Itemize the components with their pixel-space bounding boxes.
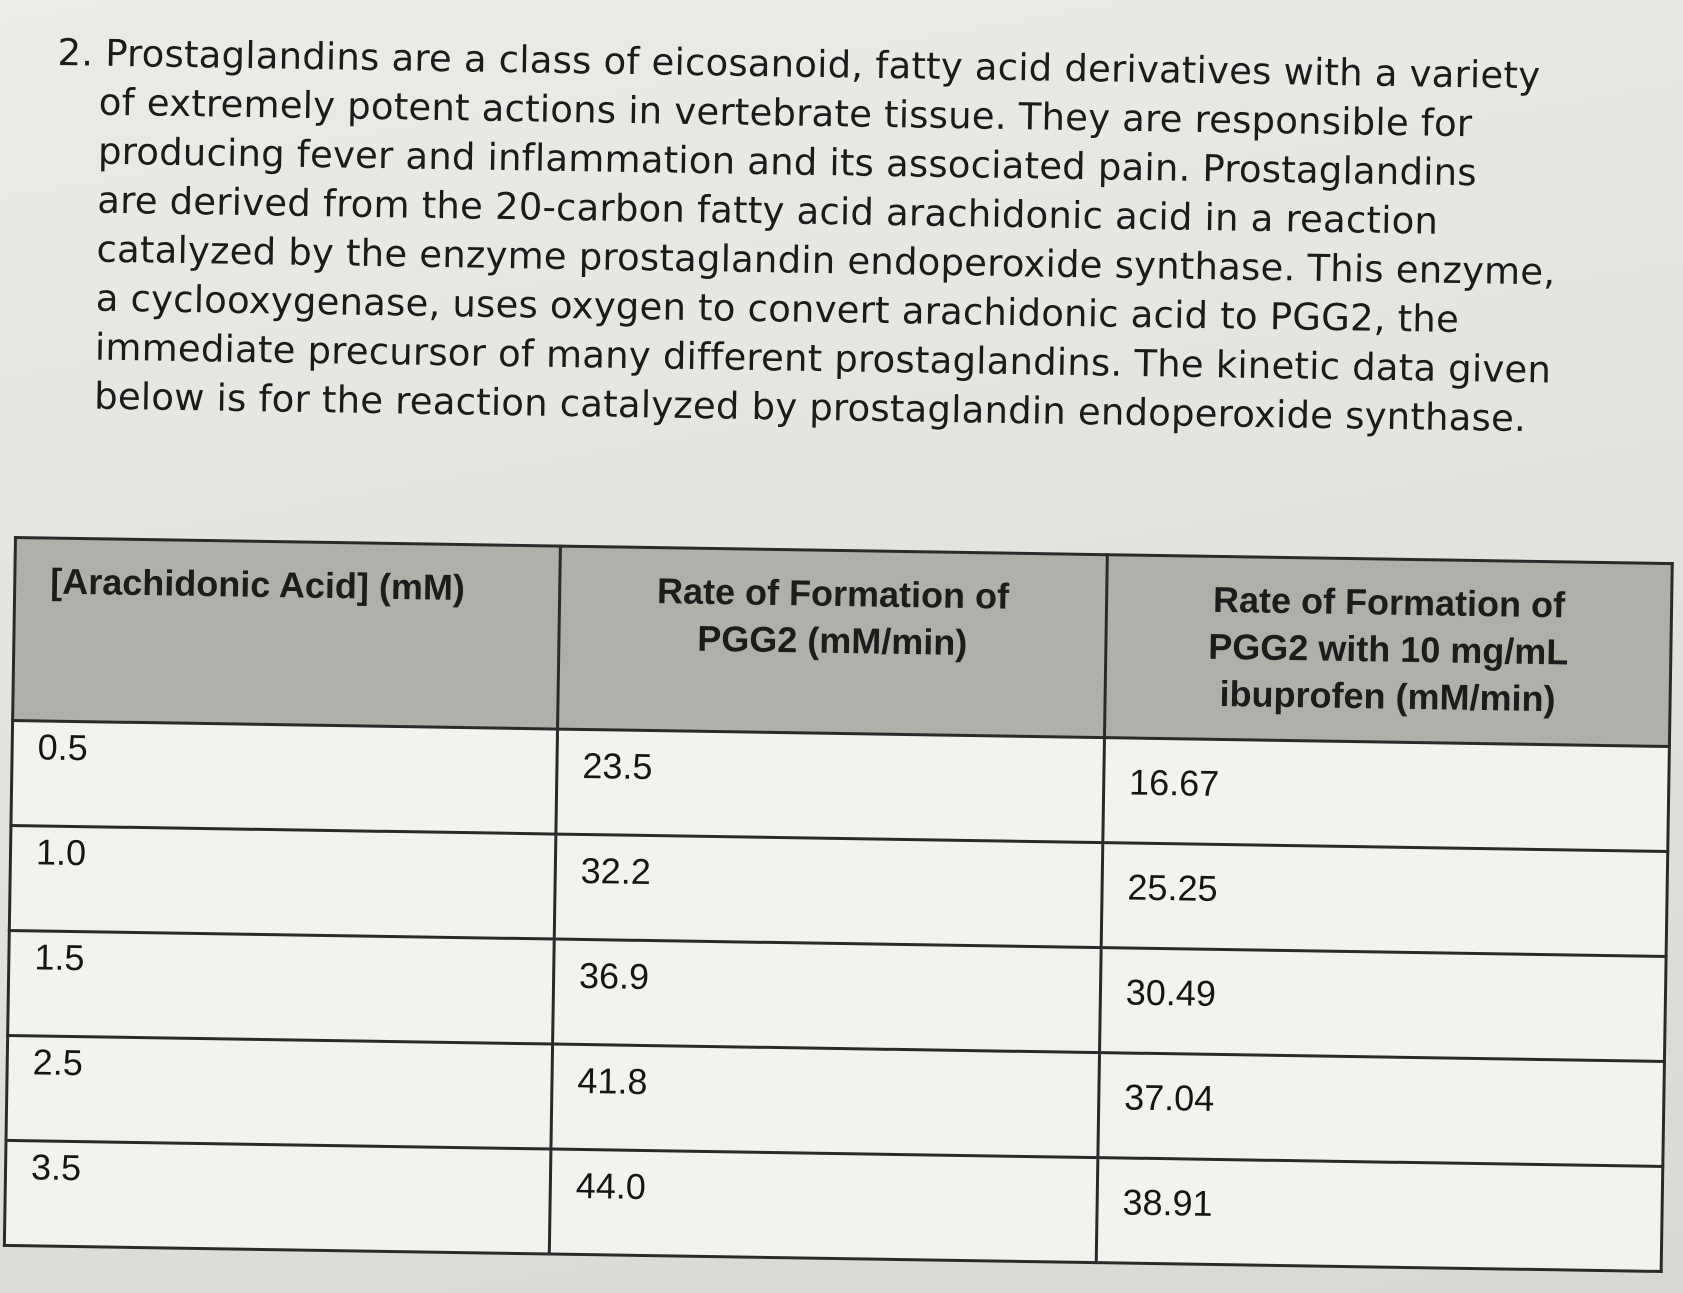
header-text: [Arachidonic Acid] (mM) [49, 560, 466, 609]
question-line: are derived from the 20-carbon fatty acid arachidonic acid in a reaction [96, 178, 1439, 243]
question-line: producing fever and inflammation and its associated pain. Prostaglandins [97, 129, 1478, 195]
question-line: below is for the reaction catalyzed by prostaglandin endoperoxide synthase. [93, 374, 1527, 441]
cell-concentration: 2.5 [6, 1035, 553, 1149]
cell-rate-ibuprofen: 37.04 [1098, 1053, 1665, 1167]
cell-rate-ibuprofen: 30.49 [1099, 948, 1666, 1062]
cell-rate: 36.9 [553, 939, 1102, 1053]
header-text: PGG2 (mM/min) [697, 617, 968, 663]
cell-concentration: 1.5 [8, 930, 555, 1044]
cell-concentration: 0.5 [11, 721, 558, 835]
cell-rate: 44.0 [549, 1149, 1098, 1263]
question-line: of extremely potent actions in vertebrate tissue. They are responsible for [98, 80, 1473, 146]
question-line: catalyzed by the enzyme prostaglandin endoperoxide synthase. This enzyme, [96, 227, 1556, 294]
header-rate-pgg2 [557, 546, 1107, 738]
header-text: ibuprofen (mM/min) [1219, 672, 1556, 720]
cell-rate: 41.8 [551, 1044, 1100, 1158]
header-text: Rate of Formation of [1212, 578, 1566, 626]
header-text: Rate of Formation of [656, 570, 1010, 617]
question-2-text [52, 28, 1658, 445]
cell-rate-ibuprofen: 25.25 [1101, 843, 1668, 957]
cell-rate-ibuprofen: 16.67 [1103, 738, 1670, 852]
table-header-row [13, 538, 1673, 747]
cell-rate: 32.2 [554, 834, 1103, 948]
kinetic-data-table [3, 536, 1674, 1273]
question-line: immediate precursor of many different prostaglandins. The kinetic data given [94, 325, 1552, 392]
header-text: PGG2 with 10 mg/mL [1207, 625, 1569, 673]
cell-concentration: 1.0 [9, 825, 556, 939]
cell-rate: 23.5 [556, 729, 1105, 843]
header-arachidonic-acid [13, 538, 561, 730]
question-line: a cyclooxygenase, uses oxygen to convert arachidonic acid to PGG2, the [95, 276, 1460, 342]
cell-rate-ibuprofen: 38.91 [1096, 1158, 1663, 1272]
cell-concentration: 3.5 [4, 1140, 551, 1254]
question-line: 2. Prostaglandins are a class of eicosanoid, fatty acid derivatives with a variety [57, 30, 1541, 98]
header-rate-pgg2-ibuprofen [1104, 555, 1672, 747]
